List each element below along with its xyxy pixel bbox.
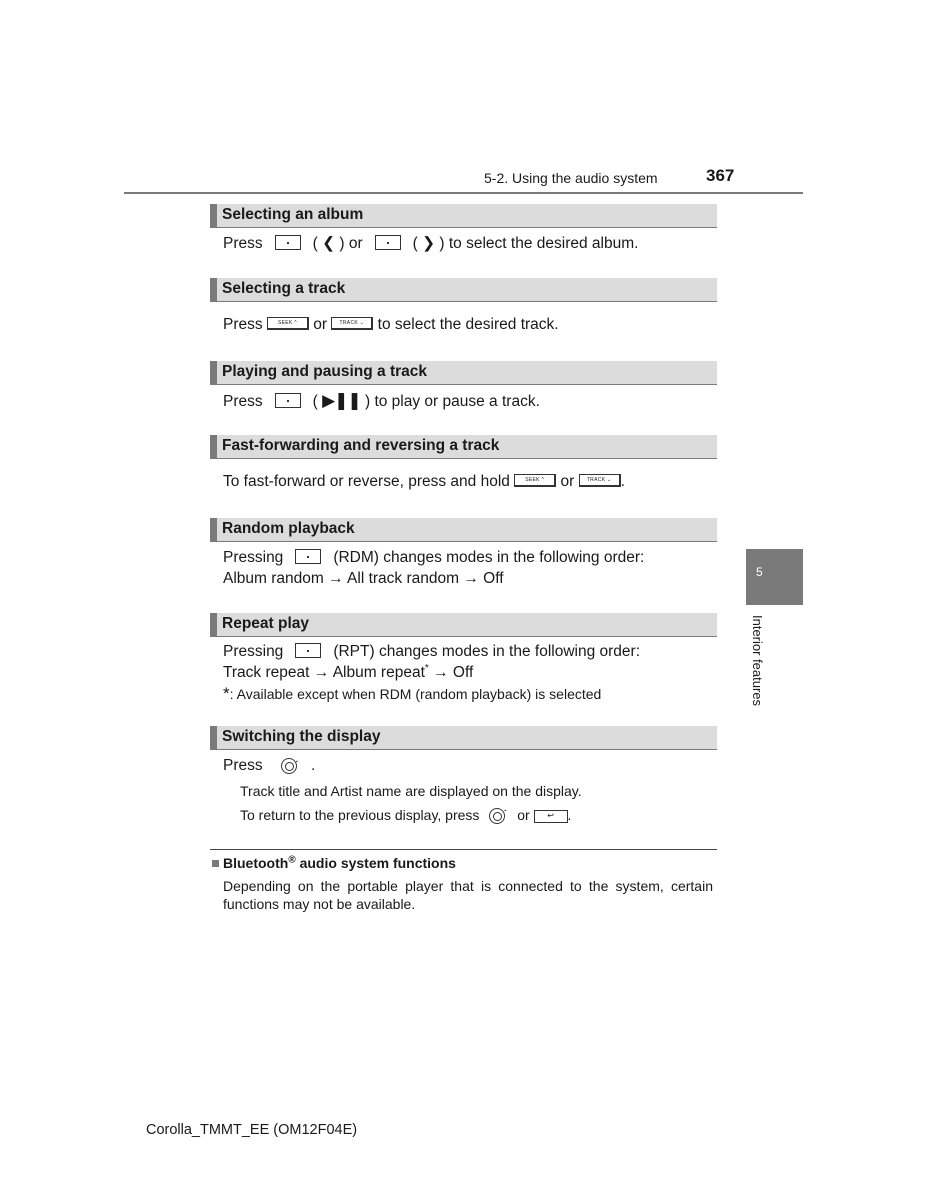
chapter-label: Interior features	[750, 615, 765, 707]
repeat-instruction: Pressing (RPT) changes modes in the following order:	[223, 643, 641, 660]
seek-up-button-icon: SEEK ^	[514, 474, 556, 487]
footer-doc-id: Corolla_TMMT_EE (OM12F04E)	[146, 1122, 358, 1138]
track-down-button-icon: TRACK ⌄	[331, 317, 373, 330]
preset-button-icon	[295, 643, 321, 658]
repeat-footnote: *: Available except when RDM (random playback) is selected	[223, 684, 602, 703]
running-header: 5-2. Using the audio system	[484, 170, 658, 186]
repeat-order: Track repeat → Album repeat* → Off	[223, 662, 474, 681]
section-title-track: Selecting a track	[210, 278, 717, 302]
display-instruction: Press ▪ .	[223, 757, 316, 774]
section-title-random: Random playback	[210, 518, 717, 542]
bluetooth-heading: Bluetooth® audio system functions	[212, 855, 456, 871]
page-number: 367	[706, 166, 735, 185]
ffrev-instruction: To fast-forward or reverse, press and hold SEEK ^ or TRACK ⌄ .	[223, 473, 625, 490]
tune-knob-icon: ▪	[489, 808, 505, 824]
preset-button-icon	[275, 235, 301, 250]
track-instruction: Press SEEK ^ or TRACK ⌄ to select the desired track.	[223, 316, 559, 333]
section-divider	[210, 849, 717, 850]
header-rule	[124, 192, 803, 194]
square-bullet-icon	[212, 860, 219, 867]
back-button-icon: ↩	[534, 810, 568, 823]
random-order: Album random → All track random → Off	[223, 570, 504, 587]
display-note-2: To return to the previous display, press ▪ or ↩ .	[240, 807, 572, 823]
preset-button-icon	[375, 235, 401, 250]
bluetooth-body: Depending on the portable player that is connected to the system, certain functions may not be available.	[223, 878, 713, 912]
display-note-1: Track title and Artist name are displayed on the display.	[240, 783, 582, 799]
seek-up-button-icon: SEEK ^	[267, 317, 309, 330]
preset-button-icon	[275, 393, 301, 408]
section-title-ffrev: Fast-forwarding and reversing a track	[210, 435, 717, 459]
chapter-tab	[746, 549, 803, 605]
play-instruction: Press ( ▶❚❚ ) to play or pause a track.	[223, 391, 540, 410]
section-title-repeat: Repeat play	[210, 613, 717, 637]
play-pause-icon: ▶❚❚	[322, 391, 361, 410]
chapter-number: 5	[756, 565, 763, 579]
preset-button-icon	[295, 549, 321, 564]
album-instruction: Press ( ❮ ) or ( ❯ ) to select the desired album.	[223, 235, 639, 252]
section-title-display: Switching the display	[210, 726, 717, 750]
track-down-button-icon: TRACK ⌄	[579, 474, 621, 487]
tune-knob-icon: ▪	[281, 758, 297, 774]
random-instruction: Pressing (RDM) changes modes in the following order:	[223, 549, 645, 566]
section-title-album: Selecting an album	[210, 204, 717, 228]
section-title-play-pause: Playing and pausing a track	[210, 361, 717, 385]
